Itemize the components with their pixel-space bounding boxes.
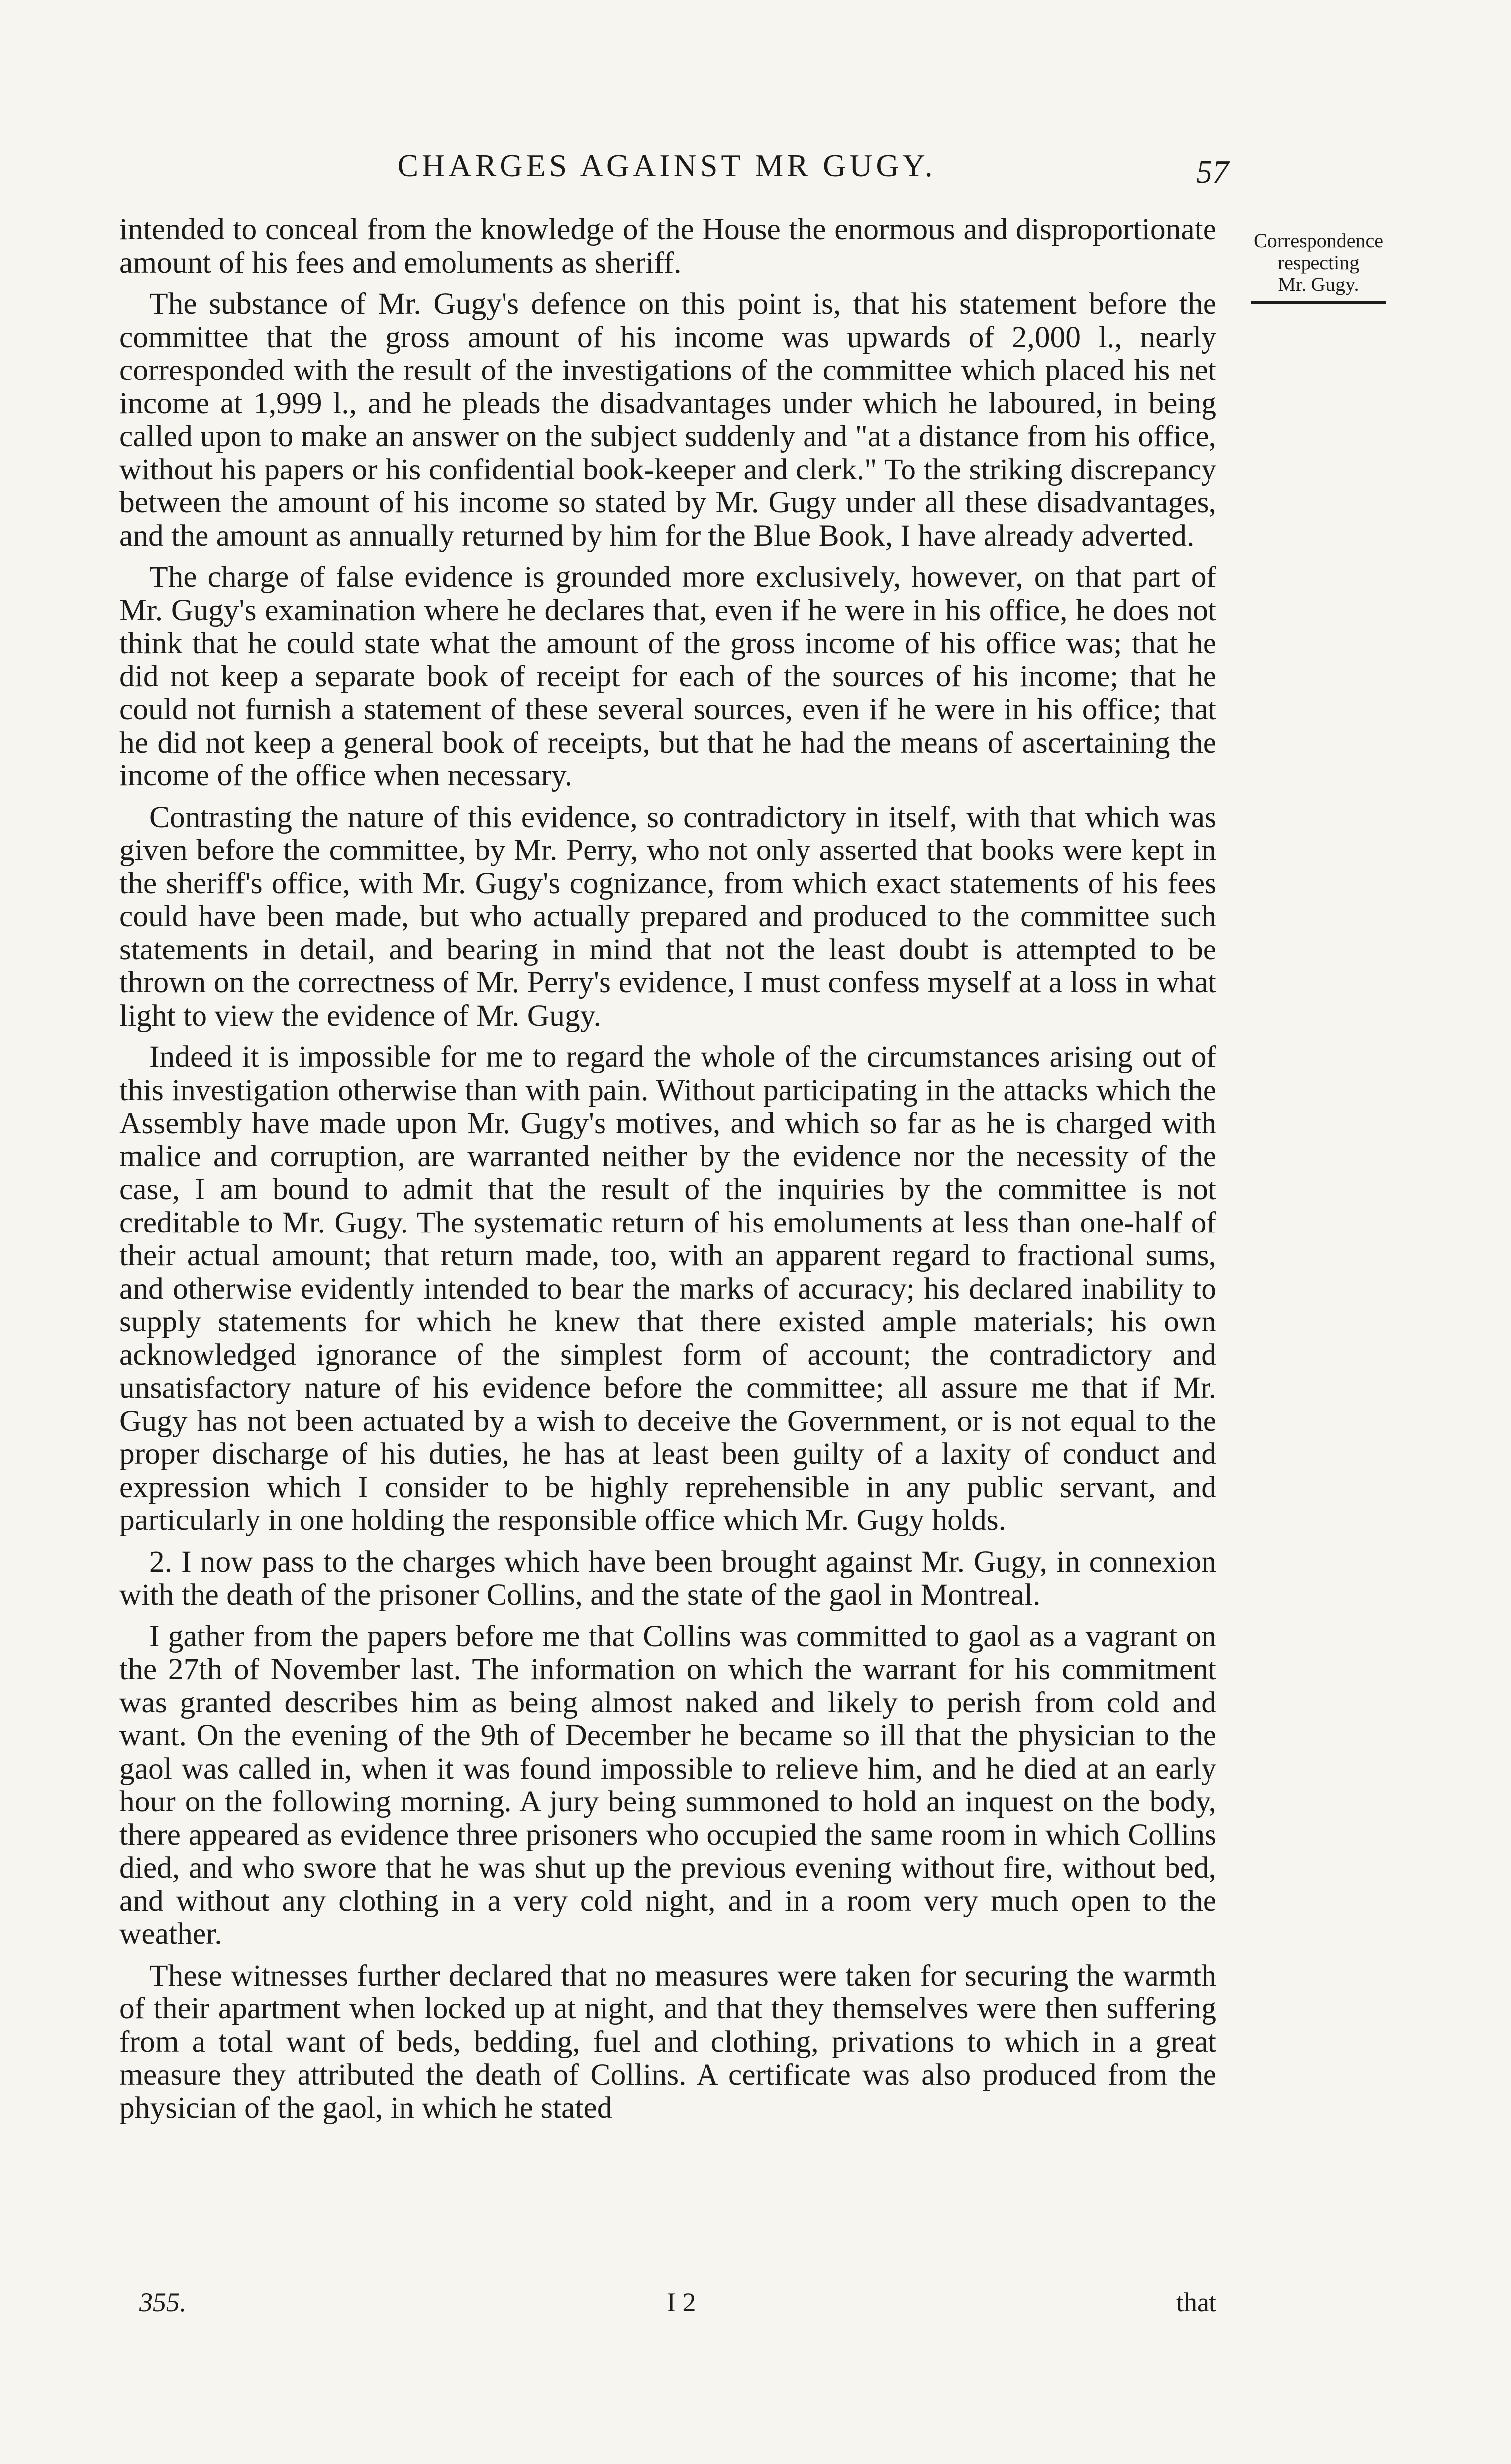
margin-note bbox=[1244, 230, 1393, 304]
page-footer bbox=[119, 2287, 1216, 2322]
folio-mark: I 2 bbox=[667, 2287, 696, 2317]
catchword: that bbox=[1176, 2287, 1216, 2317]
page-header bbox=[119, 147, 1229, 202]
paragraph: The substance of Mr. Gugy's defence on this point is, that his statement before the committee that the gross amount of his income was upwards of 2,000 l., nearly corresponded with the result of the investigations of the committee which placed his net income at 1,999 l., and he pleads the disadvantages under which he laboured, in being called upon to make an answer on the subject suddenly and "at a distance from his office, without his papers or his confidential book-keeper and clerk." To the striking discrepancy between the amount of his income so stated by Mr. Gugy under all these disadvantages, and the amount as annually returned by him for the Blue Book, I have already adverted. bbox=[119, 287, 1216, 553]
body-text bbox=[119, 213, 1216, 2257]
margin-note-line: respecting bbox=[1277, 251, 1360, 274]
margin-note-line: Correspondence bbox=[1254, 229, 1383, 252]
paragraph: 2. I now pass to the charges which have been brought against Mr. Gugy, in connexion with the death of the prisoner Collins, and the state of the gaol in Montreal. bbox=[119, 1544, 1216, 1611]
signature-mark: 355. bbox=[139, 2287, 187, 2317]
paragraph: The charge of false evidence is grounded more exclusively, however, on that part of Mr. Gugy's examination where he declares that, even if he were in his office, he does not think that he could state what the amount of the gross income of his office was; that he did not keep a separate book of receipt for each of the sources of his income; that he could not furnish a statement of these several sources, even if he were in his office; that he did not keep a general book of receipts, but that he had the means of ascertaining the income of the office when necessary. bbox=[119, 560, 1216, 792]
margin-note-rule bbox=[1251, 301, 1386, 304]
margin-note-line: Mr. Gugy. bbox=[1278, 273, 1359, 295]
page-number: 57 bbox=[1196, 154, 1229, 190]
paragraph: intended to conceal from the knowledge of the House the enormous and disproportionate amount of his fees and emoluments as sheriff. bbox=[119, 213, 1216, 280]
paragraph: Contrasting the nature of this evidence, so contradictory in itself, with that which was given before the committee, by Mr. Perry, who not only asserted that books were kept in the sheriff's office, with Mr. Gugy's cognizance, from which exact statements of his fees could have been made, but who actually prepared and produced to the committee such statements in detail, and bearing in mind that not the least doubt is attempted to be thrown on the correctness of Mr. Perry's evidence, I must confess myself at a loss in what light to view the evidence of Mr. Gugy. bbox=[119, 800, 1216, 1033]
running-title: CHARGES AGAINST MR GUGY. bbox=[397, 148, 936, 183]
paragraph: I gather from the papers before me that Collins was committed to gaol as a vagrant on the 27th of November last. The information on which the warrant for his commitment was granted describes him as being almost naked and likely to perish from cold and want. On the evening of the 9th of December he became so ill that the physician to the gaol was called in, when it was found impossible to relieve him, and he died at an early hour on the following morning. A jury being summoned to hold an inquest on the body, there appeared as evidence three prisoners who occupied the same room in which Collins died, and who swore that he was shut up the previous evening without fire, without bed, and without any clothing in a very cold night, and in a room very much open to the weather. bbox=[119, 1619, 1216, 1951]
paragraph: These witnesses further declared that no measures were taken for securing the warmth of their apartment when locked up at night, and that they themselves were then suffering from a total want of beds, bedding, fuel and clothing, privations to which in a great measure they attributed the death of Collins. A certificate was also produced from the physician of the gaol, in which he stated bbox=[119, 1958, 1216, 2125]
paragraph: Indeed it is impossible for me to regard the whole of the circumstances arising out of this investigation otherwise than with pain. Without participating in the attacks which the Assembly have made upon Mr. Gugy's motives, and which so far as he is charged with malice and corruption, are warranted neither by the evidence nor the necessity of the case, I am bound to admit that the result of the inquiries by the committee is not creditable to Mr. Gugy. The systematic return of his emoluments at less than one-half of their actual amount; that return made, too, with an apparent regard to fractional sums, and otherwise evidently intended to bear the marks of accuracy; his declared inability to supply statements for which he knew that there existed ample materials; his own acknowledged ignorance of the simplest form of account; the contradictory and unsatisfactory nature of his evidence before the committee; all assure me that if Mr. Gugy has not been actuated by a wish to deceive the Government, or is not equal to the proper discharge of his duties, he has at least been guilty of a laxity of conduct and expression which I consider to be highly reprehensible in any public servant, and particularly in one holding the responsible office which Mr. Gugy holds. bbox=[119, 1040, 1216, 1537]
